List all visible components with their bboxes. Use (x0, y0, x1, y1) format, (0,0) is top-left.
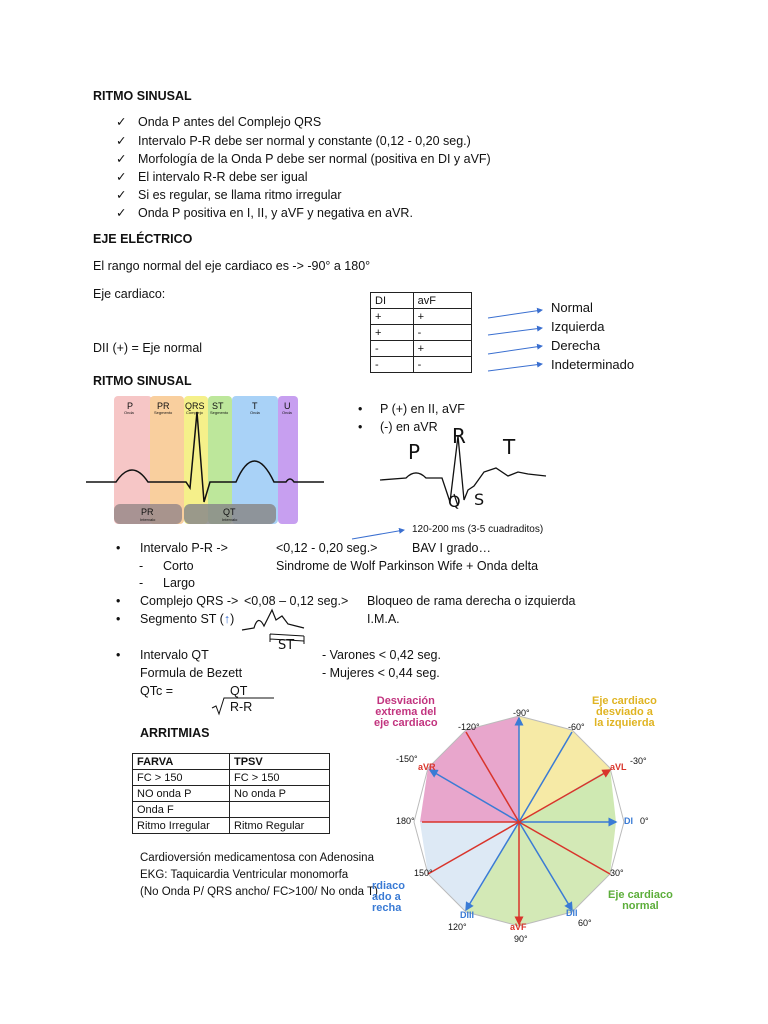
corto-result: Sindrome de Wolf Parkinson Wife + Onda delta (276, 559, 539, 573)
check-icon: ✓ (116, 152, 127, 166)
list-item: ✓ Morfología de la Onda P debe ser normal (positiva en DI y aVF) (116, 152, 491, 166)
note-ms: 120-200 ms (3-5 cuadraditos) (412, 524, 544, 535)
ecg-label-u: U (284, 401, 291, 411)
check-icon: ✓ (116, 206, 127, 220)
axis-arrows (480, 298, 550, 378)
axis-sign-table (370, 292, 472, 373)
label-extreme: Desviación extrema del eje cardiaco (374, 695, 438, 729)
ecg-sublabel: Onda (250, 410, 260, 415)
degree-label: -30° (630, 756, 647, 766)
section-title-ritmo-sinusal-2: RITMO SINUSAL (93, 374, 192, 388)
check-icon: ✓ (116, 134, 127, 148)
table-row: FC > 150 FC > 150 (133, 770, 330, 786)
list-item: ✓ El intervalo R-R debe ser igual (116, 170, 308, 184)
degree-label: -60° (568, 722, 585, 732)
ecg-label-pr: PR (157, 401, 170, 411)
table-header: TPSV (230, 754, 330, 770)
dii-text: DII (+) = Eje normal (93, 341, 203, 355)
degree-label: 60° (578, 918, 592, 928)
degree-label: -90° (513, 708, 530, 718)
label-normal: Eje cardiaco normal (608, 889, 673, 912)
table-row: - - (371, 357, 472, 373)
axis-range-text: El rango normal del eje cardiaco es -> -90° a 180° (93, 259, 371, 273)
lead-di: DI (624, 816, 633, 826)
ecg-diagram (86, 396, 326, 526)
arritmias-title: ARRITMIAS (140, 726, 210, 740)
degree-label: -120° (458, 722, 480, 732)
note-line: Cardioversión medicamentosa con Adenosina (140, 852, 374, 864)
table-row: + + (371, 309, 472, 325)
arritmias-table (132, 753, 330, 834)
dash-corto: - Corto (139, 559, 194, 573)
ecg-interval-pr: PR (141, 507, 154, 517)
list-item: ✓ Intervalo P-R debe ser normal y constante (0,12 - 0,20 seg.) (116, 134, 471, 148)
hand-letter-s: S (474, 490, 485, 509)
pr-result: BAV I grado… (412, 541, 491, 555)
check-icon: ✓ (116, 170, 127, 184)
table-row: NO onda P No onda P (133, 786, 330, 802)
axis-result-normal: Normal (551, 300, 593, 315)
up-arrow-icon: ↑ (223, 612, 231, 626)
qrs-result: Bloqueo de rama derecha o izquierda (367, 594, 576, 608)
dash-largo: - Largo (139, 576, 195, 590)
label-left-deviation: Eje cardiaco desviado a la izquierda (592, 695, 657, 729)
degree-label: 90° (514, 934, 528, 944)
ecg-label-p: P (127, 401, 134, 411)
qtc-numerator: QT (230, 684, 248, 698)
bullet-item: • P (+) en II, aVF (358, 402, 465, 416)
ecg-label-qrs: QRS (185, 401, 205, 411)
section-title-ritmo-sinusal: RITMO SINUSAL (93, 89, 192, 103)
table-row: - + (371, 341, 472, 357)
table-header: FARVA (133, 754, 230, 770)
st-result: I.M.A. (367, 612, 400, 626)
ecg-sublabel: Onda (124, 410, 134, 415)
axis-result-derecha: Derecha (551, 338, 601, 353)
degree-label: -150° (396, 754, 418, 764)
qt-varones: - Varones < 0,42 seg. (322, 648, 441, 662)
qtc-label: QTc = (140, 684, 173, 698)
check-icon: ✓ (116, 115, 127, 129)
bullet-qt: • Intervalo QT (116, 648, 209, 662)
note-line: EKG: Taquicardia Ventricular monomorfa (140, 869, 349, 881)
table-row: + - (371, 325, 472, 341)
section-title-eje-electrico: EJE ELÉCTRICO (93, 232, 193, 246)
table-row: Onda F (133, 802, 330, 818)
label-right-deviation: rdiaco ado a recha (372, 880, 406, 914)
note-line: (No Onda P/ QRS ancho/ FC>100/ No onda T) (140, 886, 378, 898)
ecg-sublabel: Onda (282, 410, 292, 415)
lead-diii: DIII (460, 910, 475, 920)
ecg-sublabel: Intervalo (222, 517, 238, 522)
eje-cardiaco-label: Eje cardiaco: (93, 287, 166, 301)
qrs-value: <0,08 – 0,12 seg.> (244, 594, 349, 608)
bullet-qrs: • Complejo QRS -> (116, 594, 239, 608)
bullet-st: • Segmento ST (↑) (116, 612, 235, 626)
axis-result-indeterminado: Indeterminado (551, 357, 635, 372)
list-item: ✓ Si es regular, se llama ritmo irregular (116, 188, 342, 202)
ecg-sublabel: Segmento (210, 410, 229, 415)
ecg-label-t: T (252, 401, 258, 411)
ecg-sublabel: Segmento (154, 410, 173, 415)
hand-letter-q: Q (448, 492, 461, 511)
qt-formula: Formula de Bezett (140, 666, 243, 680)
degree-label: 30° (610, 868, 624, 878)
pr-value: <0,12 - 0,20 seg.> (276, 541, 378, 555)
ecg-sublabel: Complejo (186, 410, 203, 415)
degree-label: 120° (448, 922, 467, 932)
lead-dii: DII (566, 908, 578, 918)
lead-avr: aVR (418, 762, 436, 772)
degree-label: 0° (640, 816, 649, 826)
check-icon: ✓ (116, 188, 127, 202)
table-header: avF (413, 293, 471, 309)
table-row: Ritmo Irregular Ritmo Regular (133, 818, 330, 834)
ecg-interval-qt: QT (223, 507, 236, 517)
bullet-pr: • Intervalo P-R -> (116, 541, 228, 555)
qtc-denominator: R-R (230, 700, 253, 714)
table-header: DI (371, 293, 414, 309)
ecg-label-st: ST (212, 401, 224, 411)
degree-label: 150° (414, 868, 433, 878)
degree-label: 180° (396, 816, 415, 826)
hand-letter-r: R (452, 424, 466, 448)
bullet-item: • (-) en aVR (358, 420, 438, 434)
qt-mujeres: - Mujeres < 0,44 seg. (322, 666, 440, 680)
list-item: ✓ Onda P positiva en I, II, y aVF y negativa en aVR. (116, 206, 413, 220)
st-hand-label: ST (278, 638, 295, 653)
axis-wheel (360, 696, 690, 946)
list-item: ✓ Onda P antes del Complejo QRS (116, 115, 322, 129)
axis-result-izquierda: Izquierda (551, 319, 605, 334)
ecg-sublabel: Intervalo (140, 517, 156, 522)
hand-letter-t: T (503, 435, 516, 459)
hand-letter-p: P (408, 440, 421, 464)
lead-avf: aVF (510, 922, 527, 932)
lead-avl: aVL (610, 762, 627, 772)
